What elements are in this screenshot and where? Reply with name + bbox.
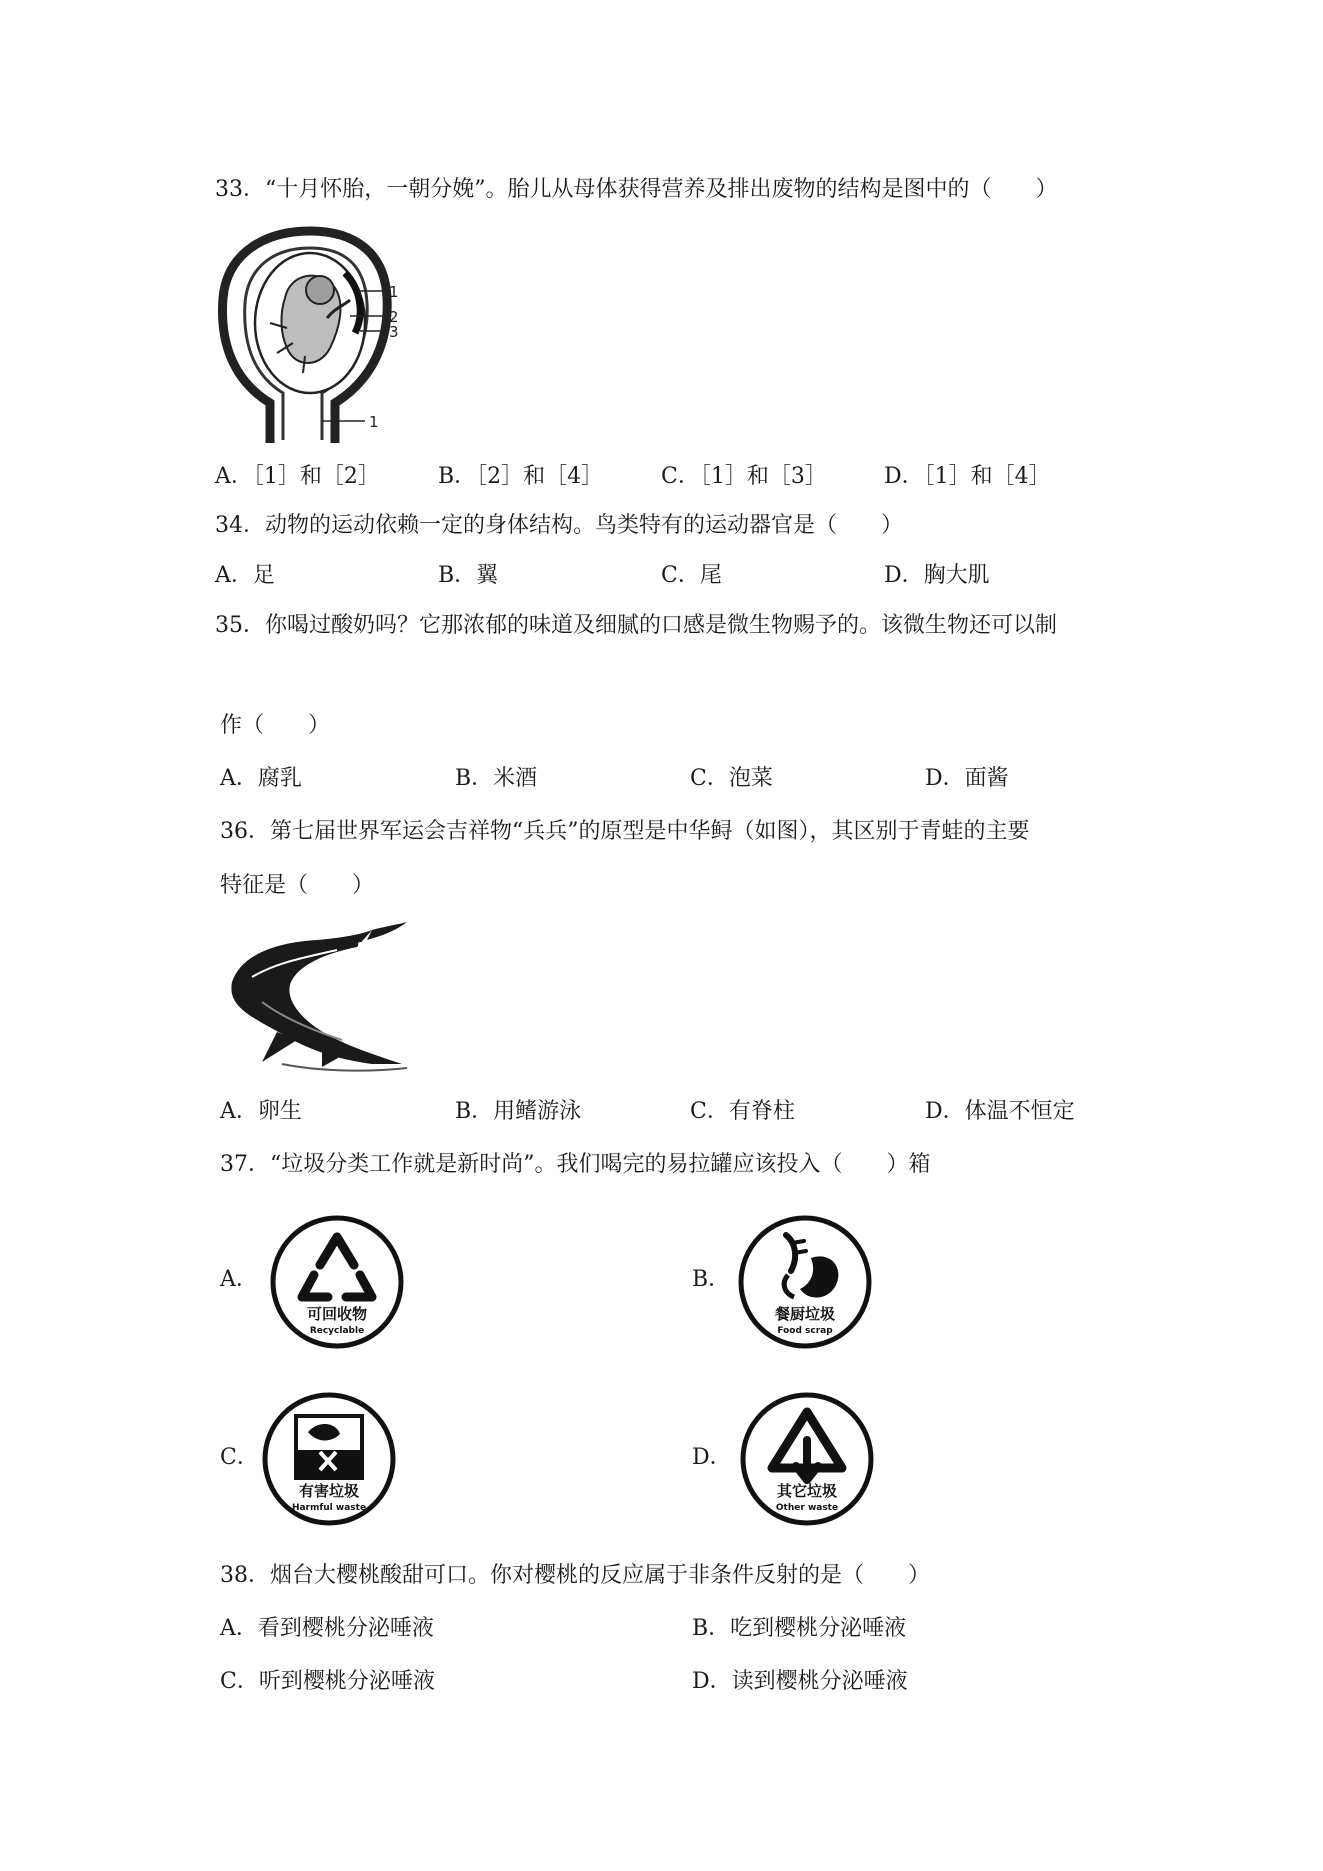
bin-b-en-label: Food scrap bbox=[777, 1326, 833, 1336]
q33-option-c[interactable]: C．［1］和［3］ bbox=[661, 464, 827, 489]
food-scrap-icon[interactable] bbox=[736, 1213, 874, 1351]
q38-option-a[interactable]: A．看到樱桃分泌唾液 bbox=[220, 1616, 434, 1641]
q37-option-c-letter[interactable]: C． bbox=[220, 1445, 259, 1470]
question-38-stem: 38．烟台大樱桃酸甜可口。你对樱桃的反应属于非条件反射的是（ ） bbox=[220, 1563, 930, 1588]
q35-option-c[interactable]: C．泡菜 bbox=[690, 766, 773, 791]
bin-b-cn-label: 餐厨垃圾 bbox=[774, 1305, 836, 1323]
q36-option-b[interactable]: B．用鳍游泳 bbox=[455, 1099, 582, 1124]
uterus-fetus-diagram bbox=[215, 228, 415, 448]
q33-option-d[interactable]: D．［1］和［4］ bbox=[884, 464, 1051, 489]
bin-a-en-label: Recyclable bbox=[309, 1326, 365, 1336]
q36-option-a[interactable]: A．卵生 bbox=[220, 1099, 302, 1124]
q35-option-d[interactable]: D．面酱 bbox=[925, 766, 1009, 791]
question-35-stem-line1: 35．你喝过酸奶吗？它那浓郁的味道及细腻的口感是微生物赐予的。该微生物还可以制 bbox=[215, 613, 1057, 638]
bin-a-cn-label: 可回收物 bbox=[306, 1305, 368, 1323]
q36-option-c[interactable]: C．有脊柱 bbox=[690, 1099, 795, 1124]
question-35-stem-line2: 作（ ） bbox=[220, 713, 331, 738]
q37-option-a-letter[interactable]: A． bbox=[220, 1267, 258, 1292]
diagram-label: 2 bbox=[389, 308, 399, 326]
q33-option-b[interactable]: B．［2］和［4］ bbox=[438, 464, 604, 489]
q37-option-d-letter[interactable]: D． bbox=[692, 1445, 732, 1470]
diagram-label: 3 bbox=[389, 323, 399, 341]
q38-option-b[interactable]: B．吃到樱桃分泌唾液 bbox=[692, 1616, 907, 1641]
q34-option-b[interactable]: B．翼 bbox=[438, 563, 499, 588]
bin-c-cn-label: 有害垃圾 bbox=[298, 1482, 360, 1500]
sturgeon-illustration bbox=[222, 922, 412, 1072]
bin-d-en-label: Other waste bbox=[775, 1503, 839, 1513]
question-34-stem: 34．动物的运动依赖一定的身体结构。鸟类特有的运动器官是（ ） bbox=[215, 513, 903, 538]
hazardous-icon[interactable] bbox=[260, 1390, 398, 1528]
q36-option-d[interactable]: D．体温不恒定 bbox=[925, 1099, 1075, 1124]
q34-option-d[interactable]: D．胸大肌 bbox=[884, 563, 990, 588]
q38-option-c[interactable]: C．听到樱桃分泌唾液 bbox=[220, 1669, 435, 1694]
question-36-stem-line2: 特征是（ ） bbox=[220, 873, 375, 898]
q38-option-d[interactable]: D．读到樱桃分泌唾液 bbox=[692, 1669, 908, 1694]
q35-option-b[interactable]: B．米酒 bbox=[455, 766, 538, 791]
q33-option-a[interactable]: A．［1］和［2］ bbox=[215, 464, 380, 489]
bin-c-en-label: Harmful waste bbox=[291, 1503, 367, 1513]
bin-d-cn-label: 其它垃圾 bbox=[776, 1482, 838, 1500]
diagram-label: 1 bbox=[389, 283, 399, 301]
diagram-label: 1 bbox=[369, 413, 379, 431]
other-waste-icon[interactable] bbox=[738, 1390, 876, 1528]
question-33-stem: 33．“十月怀胎，一朝分娩”。胎儿从母体获得营养及排出废物的结构是图中的（ ） bbox=[215, 177, 1058, 202]
q37-option-b-letter[interactable]: B． bbox=[692, 1267, 731, 1292]
question-37-stem: 37．“垃圾分类工作就是新时尚”。我们喝完的易拉罐应该投入（ ）箱 bbox=[220, 1152, 931, 1177]
question-36-stem-line1: 36．第七届世界军运会吉祥物“兵兵”的原型是中华鲟（如图），其区别于青蛙的主要 bbox=[220, 819, 1030, 844]
q35-option-a[interactable]: A．腐乳 bbox=[220, 766, 302, 791]
q34-option-c[interactable]: C．尾 bbox=[661, 563, 722, 588]
recycle-icon[interactable] bbox=[268, 1213, 406, 1351]
q34-option-a[interactable]: A．足 bbox=[215, 563, 275, 588]
